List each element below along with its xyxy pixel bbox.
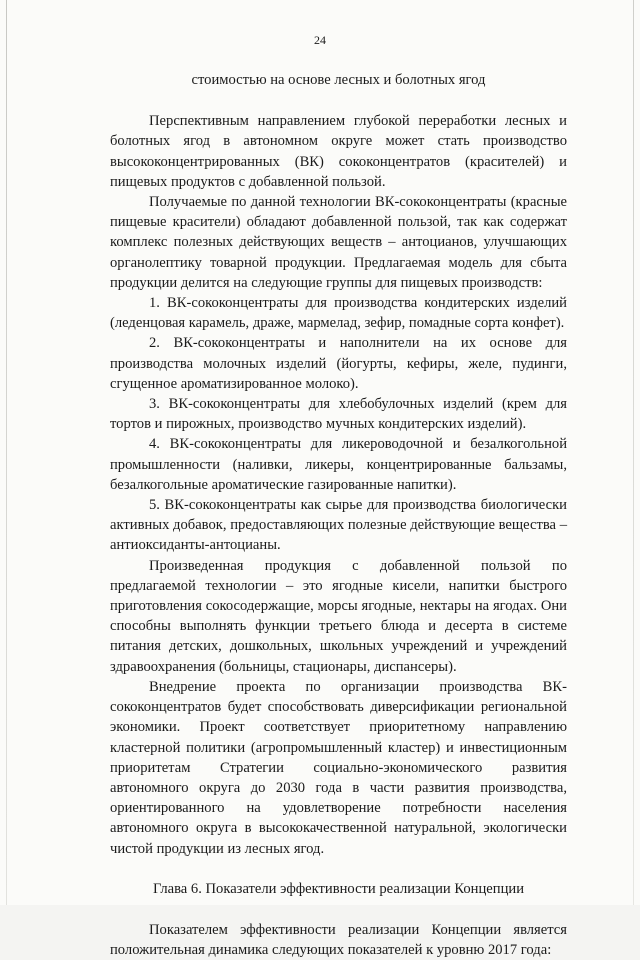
paragraph-1: Перспективным направлением глубокой переработки лесных и болотных ягод в автономном округе может стать производство высококонцентрированных (ВК) сококонцентратов (красителей) и пищевых продуктов с добавленной пользой. [110, 113, 567, 190]
paragraph-5: Показателем эффективности реализации Концепции является положительная динамика следующих показателей к уровню 2017 года: [110, 921, 567, 959]
paragraph-2: Получаемые по данной технологии ВК-сококонцентраты (красные пищевые красители) обладают добавленной пользой, так как содержат комплекс полезных действующих веществ – антоцианов, улучшающих органолептику товарной продукции. Предлагаемая модель для сбыта продукции делится на следующие группы для пищевых производств: [110, 194, 567, 291]
page-right-edge [633, 0, 634, 905]
list-item-4: 4. ВК-сококонцентраты для ликероводочной и безалкогольной промышленности (наливки, ликеры, концентрированные бальзамы, безалкогольные ароматические газированные напитки). [110, 436, 567, 493]
list-item-3: 3. ВК-сококонцентраты для хлебобулочных изделий (крем для тортов и пирожных, производство мучных кондитерских изделий). [110, 396, 567, 433]
list-item-1: 1. ВК-сококонцентраты для производства кондитерских изделий (леденцовая карамель, драже, мармелад, зефир, помадные сорта конфет). [110, 295, 567, 332]
page-left-edge [6, 0, 7, 905]
page-number: 24 [314, 33, 326, 47]
list-item-5: 5. ВК-сококонцентраты как сырье для производства биологически активных добавок, предоставляющих полезные действующие вещества – антиоксиданты-антоцианы. [110, 497, 567, 554]
list-item-2: 2. ВК-сококонцентраты и наполнители на их основе для производства молочных изделий (йогурты, кефиры, желе, пудинги, сгущенное ароматизированное молоко). [110, 335, 567, 392]
paragraph-3: Произведенная продукция с добавленной пользой по предлагаемой технологии – это ягодные кисели, напитки быстрого приготовления сокосодержащие, морсы ягодные, нектары на ягодах. Они способны выполнять функции третьего блюда и десерта в системе питания детских, дошкольных, школьных учреждений и учреждений здравоохранения (больницы, стационары, диспансеры). [110, 557, 567, 675]
paragraph-4: Внедрение проекта по организации производства ВК-сококонцентратов будет способствовать диверсификации региональной экономики. Проект соответствует приоритетному направлению кластерной политики (агропромышленный кластер) и инвестиционным приоритетам Стратегии социально-экономического развития автономного округа до 2030 года в части развития производства, ориентированного на удовлетворение потребности населения автономного округа в высококачественной натуральной, экологически чистой продукции из лесных ягод. [110, 678, 567, 857]
page-content [110, 70, 567, 960]
chapter-title: Глава 6. Показатели эффективности реализации Концепции [152, 880, 524, 897]
section-heading: стоимостью на основе лесных и болотных ягод [191, 72, 486, 88]
